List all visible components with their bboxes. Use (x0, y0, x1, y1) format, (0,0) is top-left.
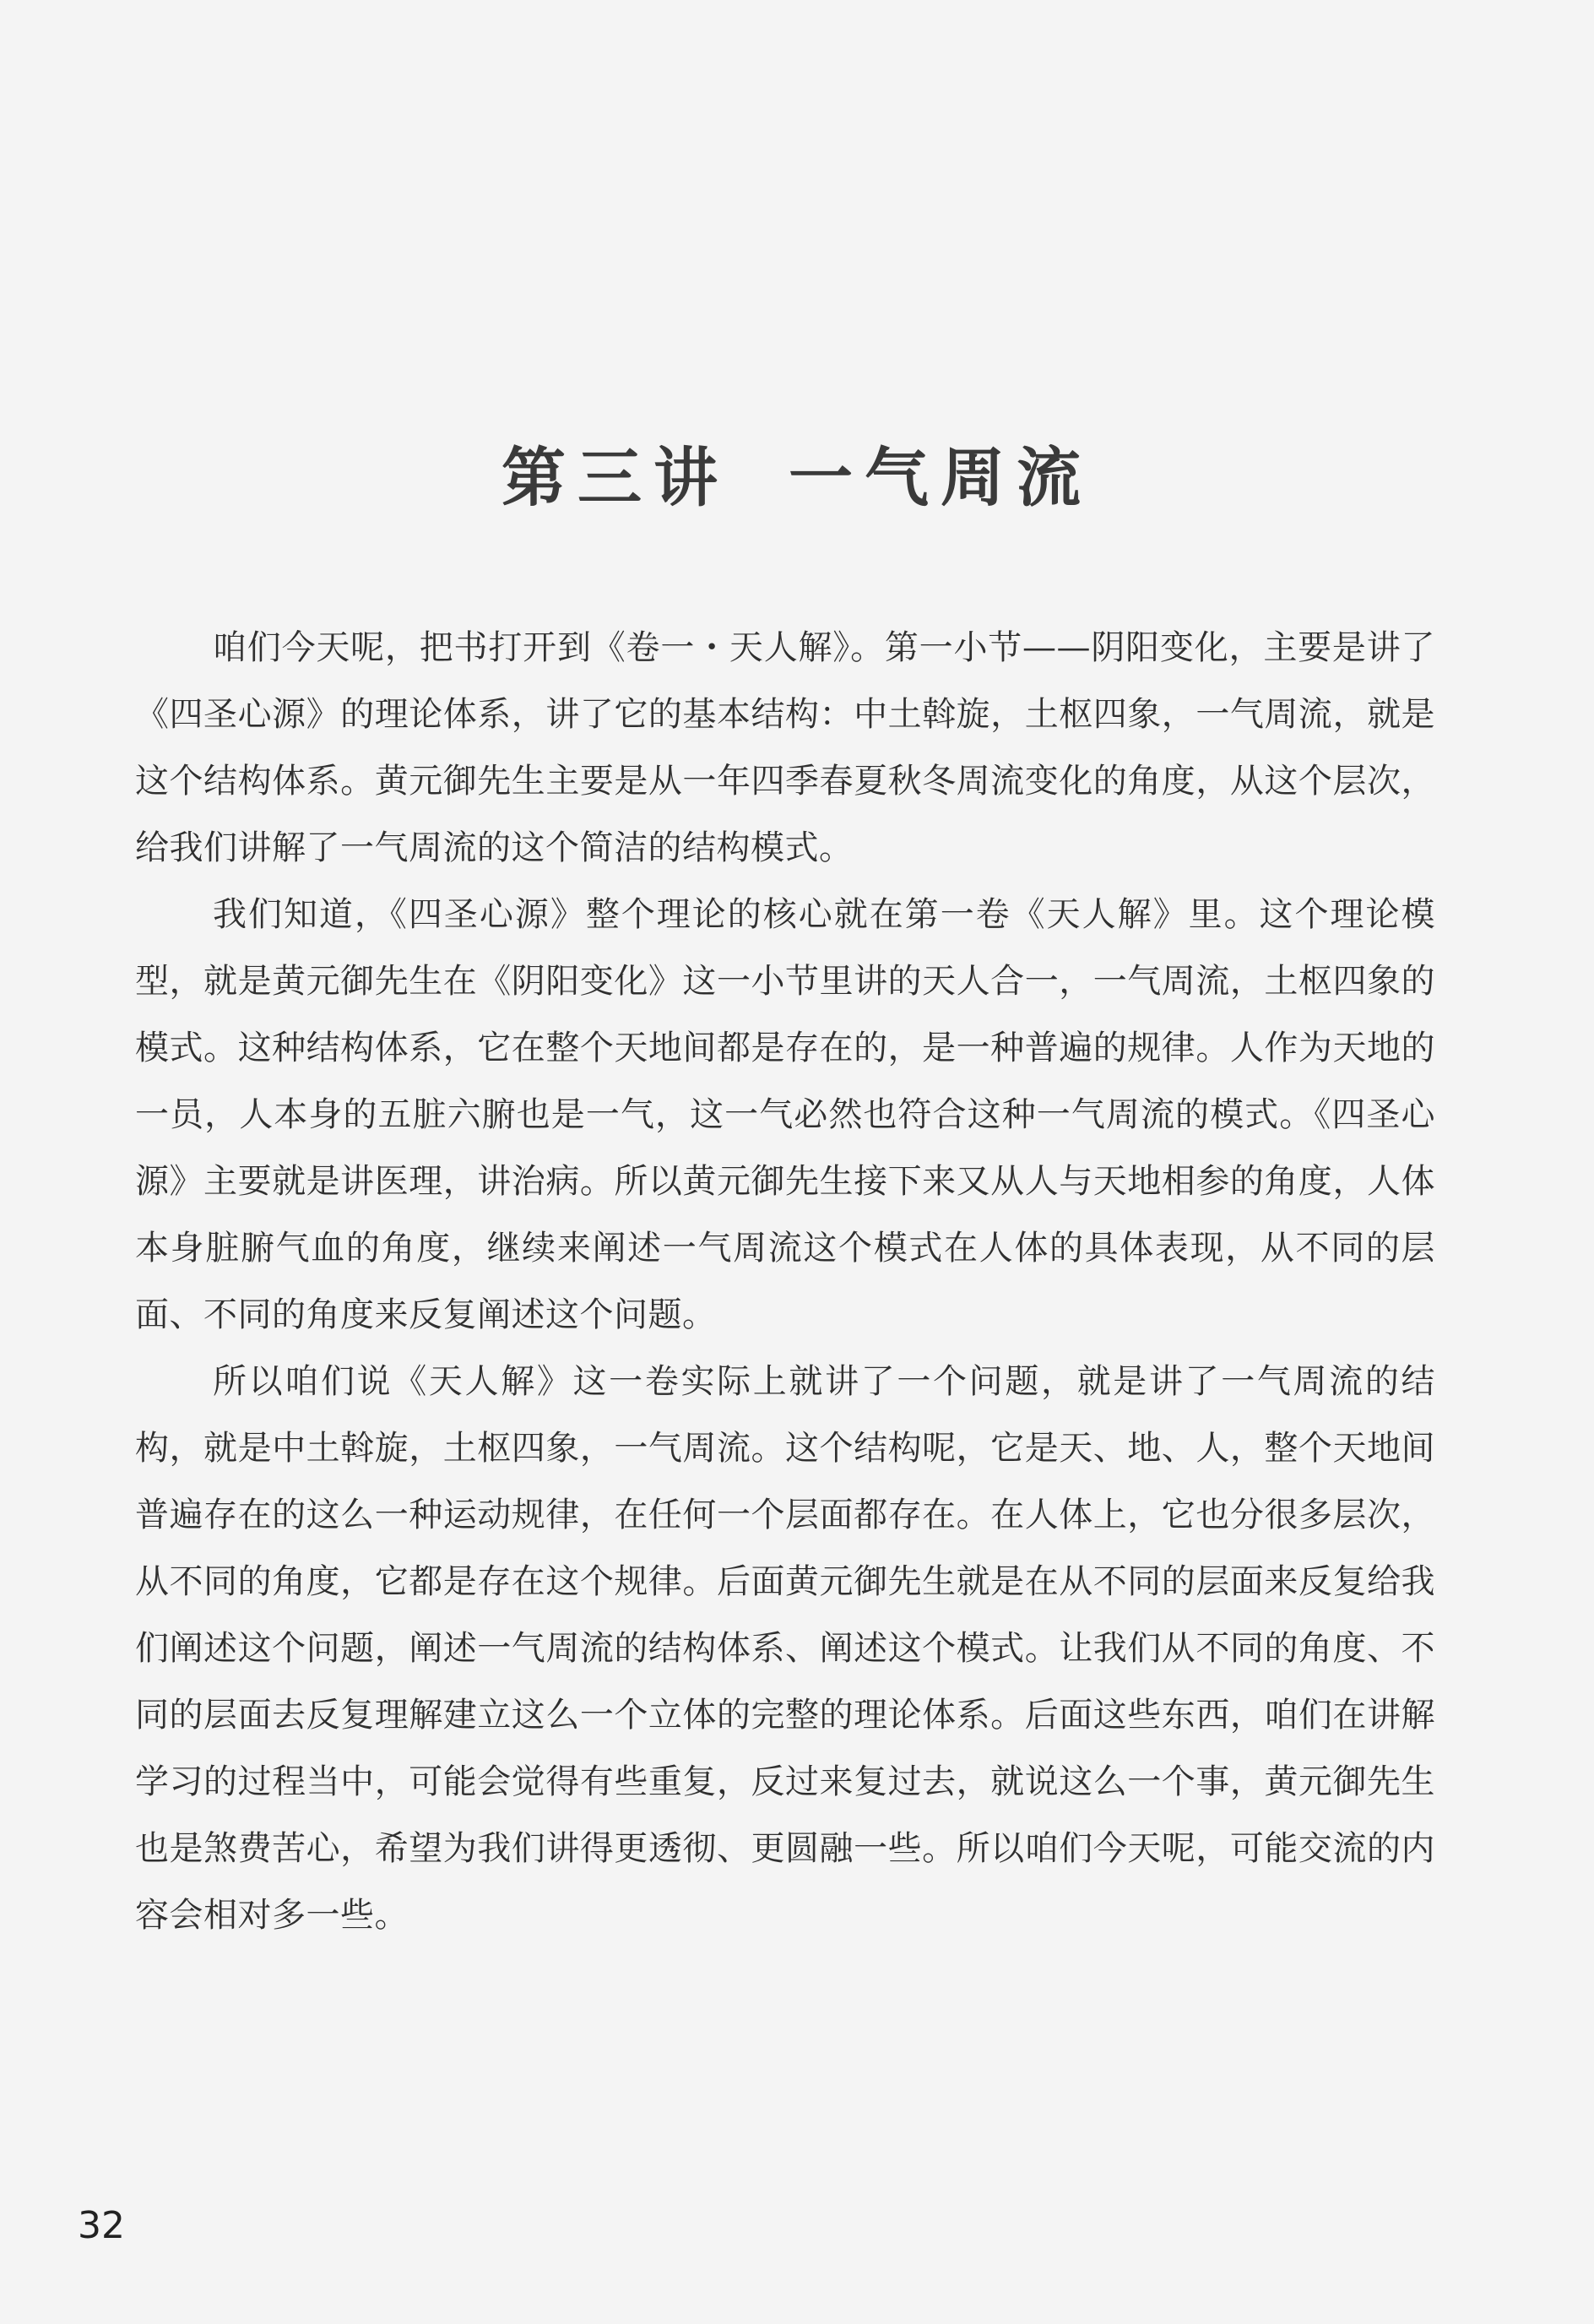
paragraph: 咱们今天呢，把书打开到《卷一・天人解》。第一小节——阴阳变化，主要是讲了《四圣心源》的理论体系，讲了它的基本结构：中土斡旋，土枢四象，一气周流，就是这个结构体系。黄元御先生主要是从一年四季春夏秋冬周流变化的角度，从这个层次，给我们讲解了一气周流的这个简洁的结构模式。 (135, 628, 1435, 867)
paragraph: 所以咱们说《天人解》这一卷实际上就讲了一个问题，就是讲了一气周流的结构，就是中土斡旋，土枢四象，一气周流。这个结构呢，它是天、地、人，整个天地间普遍存在的这么一种运动规律，在任何一个层面都存在。在人体上，它也分很多层次，从不同的角度，它都是存在这个规律。后面黄元御先生就是在从不同的层面来反复给我们阐述这个问题，阐述一气周流的结构体系、阐述这个模式。让我们从不同的角度、不同的层面去反复理解建立这么一个立体的完整的理论体系。后面这些东西，咱们在讲解学习的过程当中，可能会觉得有些重复，反过来复过去，就说这么一个事，黄元御先生也是煞费苦心，希望为我们讲得更透彻、更圆融一些。所以咱们今天呢，可能交流的内容会相对多一些。 (135, 1362, 1435, 1935)
chapter-label: 第三讲 (502, 440, 729, 515)
chapter-name: 一气周流 (789, 440, 1092, 515)
paragraph: 我们知道，《四圣心源》整个理论的核心就在第一卷《天人解》里。这个理论模型，就是黄元御先生在《阴阳变化》这一小节里讲的天人合一，一气周流，土枢四象的模式。这种结构体系，它在整个天地间都是存在的，是一种普遍的规律。人作为天地的一员，人本身的五脏六腑也是一气，这一气必然也符合这种一气周流的模式。《四圣心源》主要就是讲医理，讲治病。所以黄元御先生接下来又从人与天地相参的角度，人体本身脏腑气血的角度，继续来阐述一气周流这个模式在人体的具体表现，从不同的层面、不同的角度来反复阐述这个问题。 (135, 895, 1435, 1334)
page-number: 32 (78, 2204, 125, 2247)
chapter-title (0, 440, 1594, 515)
body-text (135, 615, 1435, 1949)
